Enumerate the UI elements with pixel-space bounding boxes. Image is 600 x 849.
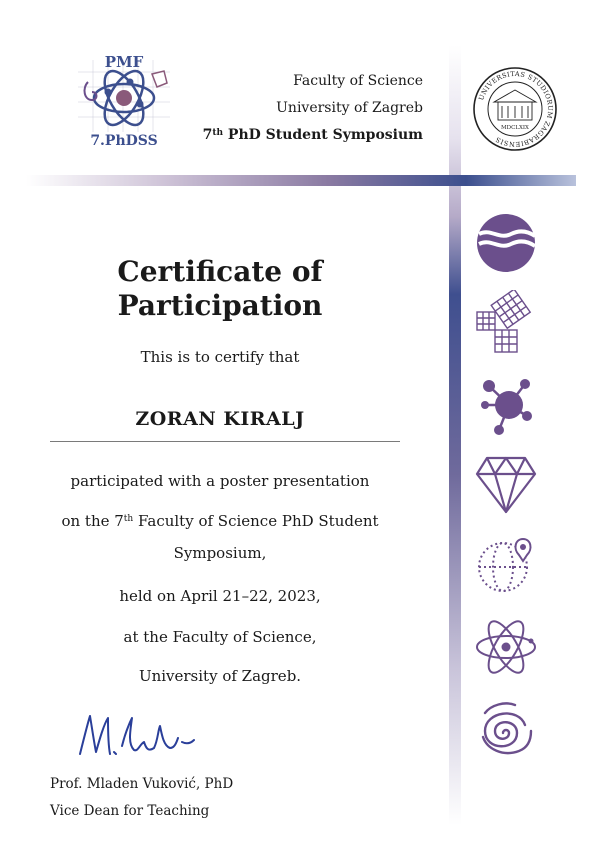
logo-top-text: PMF	[104, 53, 144, 71]
seal-ring-text: UNIVERSITAS STUDIORUM ZAGRABIENSIS	[477, 69, 555, 149]
certificate-title	[60, 255, 380, 323]
molecule-icon	[473, 372, 539, 438]
title-line-2: Participation	[117, 289, 323, 322]
logo-bottom-text: 7.PhDSS	[90, 133, 158, 149]
body-line-5: at the Faculty of Science,	[123, 628, 317, 646]
signer-name: Prof. Mladen Vuković, PhD	[50, 776, 234, 792]
university-seal	[472, 66, 558, 152]
body-line-4: held on April 21–22, 2023,	[119, 587, 321, 605]
title-line-1: Certificate of	[117, 255, 323, 288]
header-symposium: 7th PhD Student Symposium	[202, 127, 423, 143]
horizontal-decorative-band	[26, 175, 576, 186]
signer-role: Vice Dean for Teaching	[50, 803, 210, 819]
handwritten-signature	[74, 708, 198, 762]
sea-wave-icon	[473, 210, 539, 276]
name-underline	[50, 441, 400, 442]
pmf-phdss-logo	[78, 52, 170, 150]
recipient-name: ZORAN KIRALJ	[135, 408, 305, 430]
body-line-3: Symposium,	[173, 544, 267, 562]
body-line-1: participated with a poster presentation	[70, 472, 370, 490]
vertical-decorative-band	[449, 45, 461, 825]
shell-fossil-icon	[473, 697, 539, 763]
seal-year: MDCLXIX	[501, 125, 529, 131]
atom-icon	[473, 614, 539, 680]
header-university: University of Zagreb	[276, 100, 423, 116]
header-faculty: Faculty of Science	[293, 73, 423, 89]
body-line-2: on the 7th Faculty of Science PhD Student	[61, 512, 379, 530]
body-line-6: University of Zagreb.	[138, 667, 302, 685]
pythagoras-squares-icon	[473, 290, 539, 356]
diamond-icon	[473, 452, 539, 518]
certify-intro: This is to certify that	[140, 348, 300, 366]
globe-icon	[473, 533, 539, 599]
